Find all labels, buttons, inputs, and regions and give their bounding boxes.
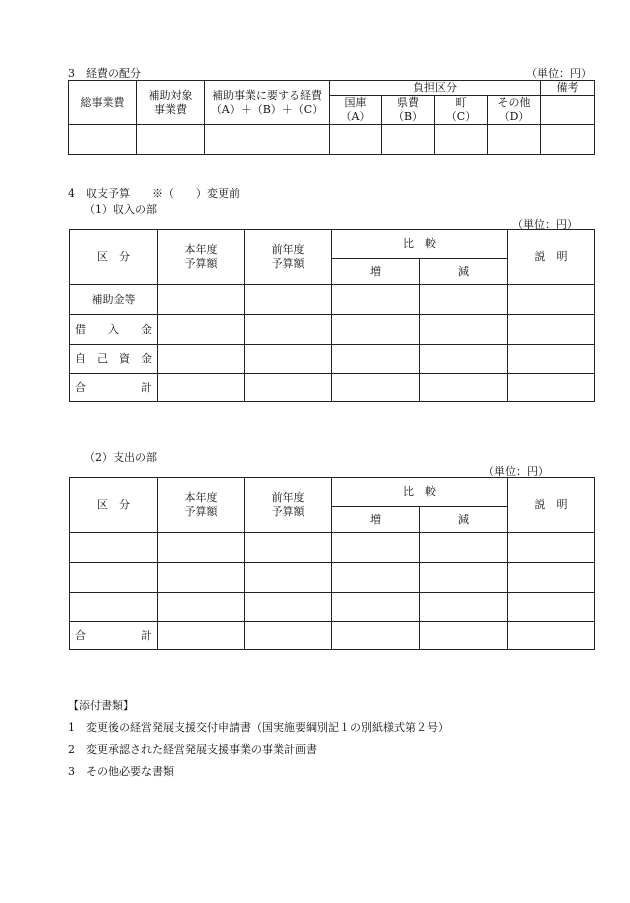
remarks-cell[interactable] <box>541 96 595 125</box>
expense-heading: （2）支出の部 <box>84 451 157 464</box>
attachment-item: 1 変更後の経営発展支援交付申請書（国実施要綱別記１の別紙様式第２号） <box>68 721 449 734</box>
income-header-category: 区 分 <box>70 230 158 285</box>
income-row-label: 借入金 <box>70 315 158 345</box>
header-total: 総事業費 <box>69 81 137 125</box>
table-row <box>70 345 595 374</box>
section4-heading: 4 収支予算 ※（ ）変更前 <box>68 187 240 200</box>
section3-unit: （単位：円） <box>526 67 592 80</box>
income-row-total: 合計 <box>70 374 158 402</box>
income-row-label: 自己資金 <box>70 345 158 374</box>
table-row <box>70 315 595 345</box>
income-heading: （1）収入の部 <box>84 203 157 216</box>
table-row <box>70 593 595 622</box>
attachments-heading: 【添付書類】 <box>68 699 134 712</box>
expense-table <box>69 477 595 650</box>
expense-unit: （単位：円） <box>483 465 549 478</box>
expense-allocation-table <box>68 80 595 155</box>
expense-header-note: 説 明 <box>508 478 595 533</box>
income-header-increase: 増 <box>332 259 420 285</box>
attachment-item: 2 変更承認された経営発展支援事業の事業計画書 <box>68 743 317 756</box>
header-burden: 負担区分 <box>330 81 541 96</box>
expense-header-category: 区 分 <box>70 478 158 533</box>
header-required-cost: 補助事業に要する経費 （A）＋（B）＋（C） <box>205 81 330 125</box>
income-header-note: 説 明 <box>508 230 595 285</box>
expense-header-this-year: 本年度 予算額 <box>158 478 245 533</box>
expense-row-total: 合計 <box>70 622 158 650</box>
expense-header-compare: 比 較 <box>332 478 508 507</box>
header-remarks: 備考 <box>541 81 595 96</box>
table-row <box>70 374 595 402</box>
table-row <box>70 533 595 563</box>
section3-heading: 3 経費の配分 <box>68 67 141 80</box>
income-row-label: 補助金等 <box>70 285 158 315</box>
income-unit: （単位：円） <box>512 218 578 231</box>
header-town: 町 （C） <box>435 96 488 125</box>
income-header-this-year: 本年度 予算額 <box>158 230 245 285</box>
table-row <box>70 563 595 593</box>
income-header-decrease: 減 <box>420 259 508 285</box>
table-row <box>70 622 595 650</box>
expense-header-last-year: 前年度 予算額 <box>245 478 332 533</box>
header-national: 国庫 （A） <box>330 96 382 125</box>
attachment-item: 3 その他必要な書類 <box>68 765 174 778</box>
table-row <box>69 125 595 155</box>
table-row <box>70 285 595 315</box>
expense-header-decrease: 減 <box>420 507 508 533</box>
income-table <box>69 229 595 402</box>
income-header-compare: 比 較 <box>332 230 508 259</box>
header-subsidy-target: 補助対象 事業費 <box>137 81 205 125</box>
header-prefecture: 県費 （B） <box>382 96 435 125</box>
income-header-last-year: 前年度 予算額 <box>245 230 332 285</box>
header-other: その他 （D） <box>488 96 541 125</box>
expense-header-increase: 増 <box>332 507 420 533</box>
